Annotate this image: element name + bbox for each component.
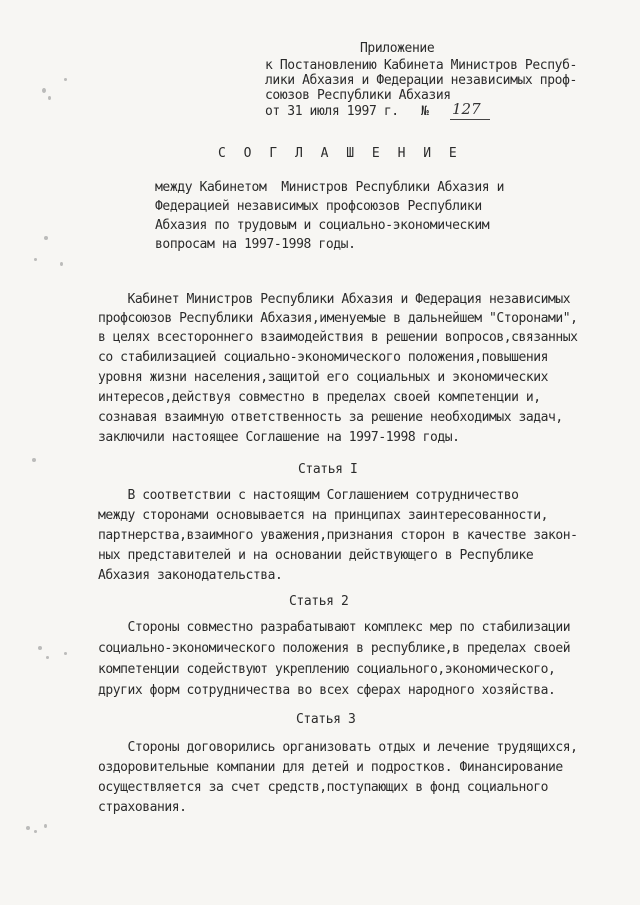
- article-line: между сторонами основывается на принципах заинтересованности,: [98, 508, 548, 523]
- preamble-line: со стабилизацией социально-экономического положения,повышения: [98, 350, 548, 365]
- scan-speck: [38, 646, 42, 650]
- preamble-line: сознавая взаимную ответственность за решение необходимых задач,: [98, 410, 563, 425]
- preamble-line: Кабинет Министров Республики Абхазия и Федерация независимых: [98, 292, 571, 307]
- scan-speck: [34, 830, 37, 833]
- preamble-line: заключили настоящее Соглашение на 1997-1998 годы.: [98, 430, 460, 445]
- scan-speck: [48, 96, 51, 100]
- article-line: страхования.: [98, 800, 187, 815]
- article-heading: Статья 3: [296, 712, 356, 727]
- number-underline: [450, 119, 490, 120]
- subtitle-line: Абхазия по трудовым и социально-экономическим: [155, 218, 490, 233]
- preamble-line: профсоюзов Республики Абхазия,именуемые в дальнейшем "Сторонами",: [98, 311, 578, 326]
- scan-speck: [26, 826, 30, 830]
- article-line: оздоровительные компании для детей и подростков. Финансирование: [98, 760, 563, 775]
- preamble-line: уровня жизни населения,защитой его социальных и экономических: [98, 370, 548, 385]
- scan-speck: [32, 458, 36, 462]
- article-line: Стороны совместно разрабатывают комплекс мер по стабилизации: [98, 620, 571, 635]
- scan-speck: [64, 78, 67, 81]
- article-line: партнерства,взаимного уважения,признания сторон в качестве закон-: [98, 528, 578, 543]
- preamble-line: в целях всестороннего взаимодействия в решении вопросов,связанных: [98, 330, 578, 345]
- article-line: социально-экономического положения в республике,в пределах своей: [98, 641, 571, 656]
- article-heading: Статья 2: [289, 594, 349, 609]
- header-line: лики Абхазия и Федерации независимых проф-: [265, 73, 577, 88]
- article-line: компетенции содействуют укреплению социального,экономического,: [98, 662, 556, 677]
- article-line: Абхазия законодательства.: [98, 568, 283, 583]
- scan-speck: [42, 88, 46, 93]
- article-line: Стороны договорились организовать отдых и лечение трудящихся,: [98, 740, 578, 755]
- scan-speck: [46, 656, 49, 659]
- scan-speck: [44, 824, 47, 828]
- header-date-line: от 31 июля 1997 г. №: [265, 104, 429, 119]
- subtitle-line: Федерацией независимых профсоюзов Республики: [155, 199, 482, 214]
- scan-speck: [44, 236, 48, 240]
- preamble-line: интересов,действуя совместно в пределах своей компетенции и,: [98, 390, 541, 405]
- header-line: союзов Республики Абхазия: [265, 88, 451, 103]
- article-line: осуществляется за счет средств,поступающих в фонд социального: [98, 780, 548, 795]
- header-line: к Постановлению Кабинета Министров Респуб-: [265, 58, 577, 73]
- article-heading: Статья I: [298, 462, 358, 477]
- scan-speck: [60, 262, 63, 266]
- article-line: ных представителей и на основании действующего в Республике: [98, 548, 534, 563]
- scan-speck: [64, 652, 67, 655]
- subtitle-line: вопросам на 1997-1998 годы.: [155, 237, 356, 252]
- subtitle-line: между Кабинетом Министров Республики Абхазия и: [155, 180, 505, 195]
- handwritten-number: 127: [452, 100, 481, 118]
- appendix-title: Приложение: [360, 41, 435, 56]
- article-line: других форм сотрудничества во всех сферах народного хозяйства.: [98, 683, 556, 698]
- document-title: С О Г Л А Ш Е Н И Е: [218, 146, 462, 161]
- scan-speck: [34, 258, 37, 261]
- article-line: В соответствии с настоящим Соглашением сотрудничество: [98, 488, 519, 503]
